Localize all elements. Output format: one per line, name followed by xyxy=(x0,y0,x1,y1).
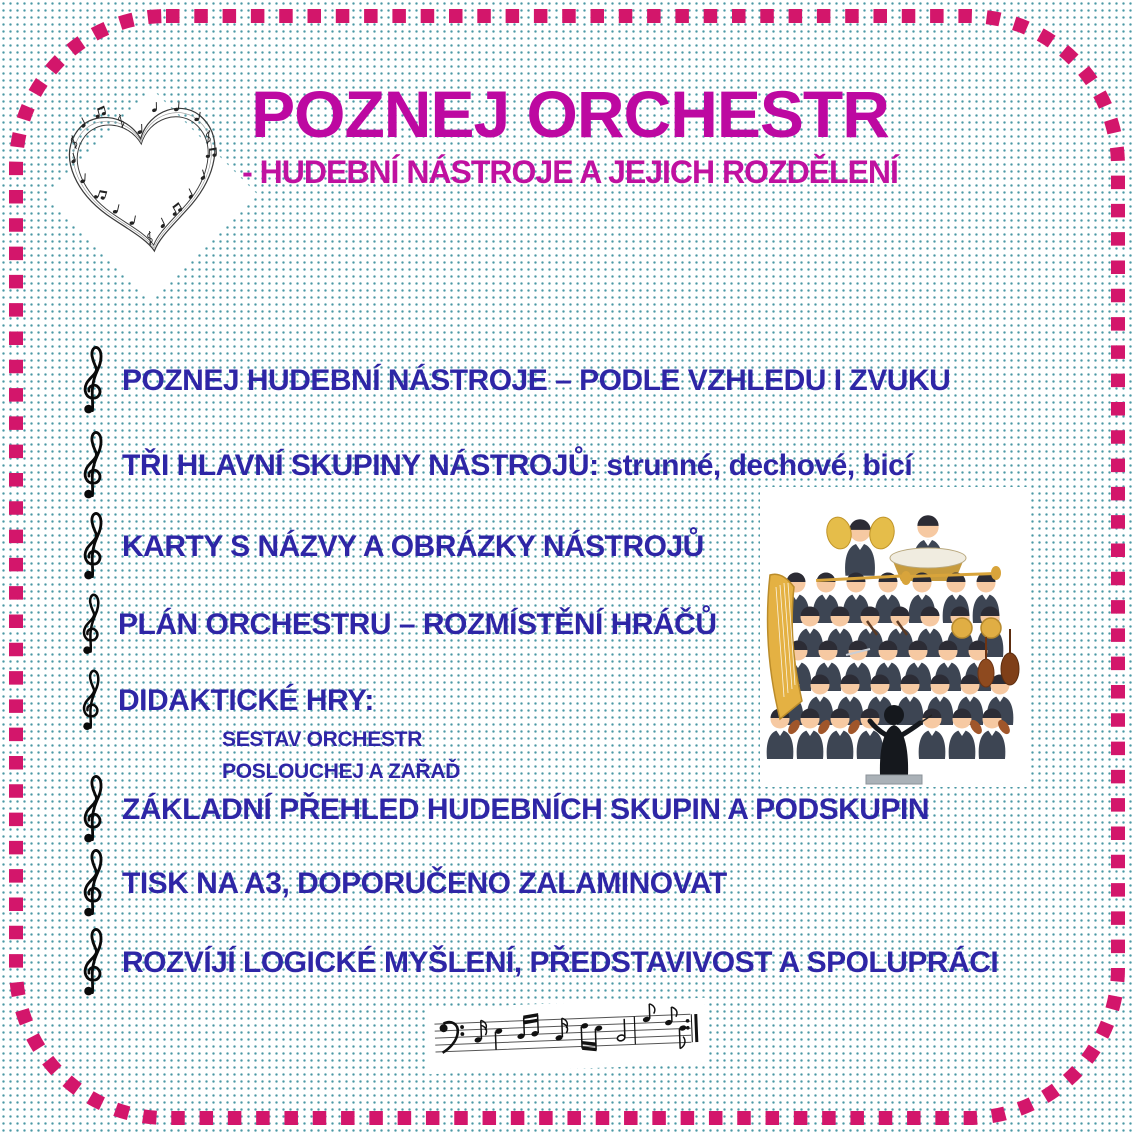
page-subtitle: - HUDEBNÍ NÁSTROJE A JEJICH ROZDĚLENÍ xyxy=(242,154,898,191)
bass-clef-staff-icon xyxy=(427,998,707,1075)
treble-clef-icon xyxy=(78,845,110,923)
bullet-text: TŘI HLAVNÍ SKUPINY NÁSTROJŮ: strunné, dechové, bicí xyxy=(122,449,913,482)
bullet-row xyxy=(78,583,717,667)
bullet-text: TISK NA A3, DOPORUČENO ZALAMINOVAT xyxy=(122,867,727,900)
bullet-text: ROZVÍJÍ LOGICKÉ MYŠLENÍ, PŘEDSTAVIVOST A SPOLUPRÁCI xyxy=(122,946,999,979)
orchestra-illustration xyxy=(760,487,1028,787)
treble-clef-icon xyxy=(78,924,110,1002)
bullet-text: POZNEJ HUDEBNÍ NÁSTROJE – PODLE VZHLEDU I ZVUKU xyxy=(122,364,951,397)
treble-clef-icon xyxy=(78,427,110,505)
bullet-row xyxy=(78,339,950,423)
page-title: POZNEJ ORCHESTR xyxy=(251,77,889,151)
treble-clef-icon xyxy=(78,590,106,660)
treble-clef-icon xyxy=(78,508,110,586)
bullet-text: PLÁN ORCHESTRU – ROZMÍSTĚNÍ HRÁČŮ xyxy=(118,608,717,641)
title-block xyxy=(150,77,990,191)
treble-clef-icon xyxy=(78,342,110,420)
sub-item: POSLOUCHEJ A ZAŘAĎ xyxy=(222,760,461,783)
sub-item: SESTAV ORCHESTR xyxy=(222,728,423,751)
treble-clef-icon xyxy=(78,666,106,736)
bullet-text: KARTY S NÁZVY A OBRÁZKY NÁSTROJŮ xyxy=(122,530,704,563)
bullet-text: DIDAKTICKÉ HRY: xyxy=(118,684,374,717)
bullet-row xyxy=(78,921,998,1005)
treble-clef-icon xyxy=(78,771,110,849)
bullet-row xyxy=(78,842,727,926)
bullet-row xyxy=(78,505,704,589)
bullet-text: ZÁKLADNÍ PŘEHLED HUDEBNÍCH SKUPIN A PODSKUPIN xyxy=(122,793,929,826)
